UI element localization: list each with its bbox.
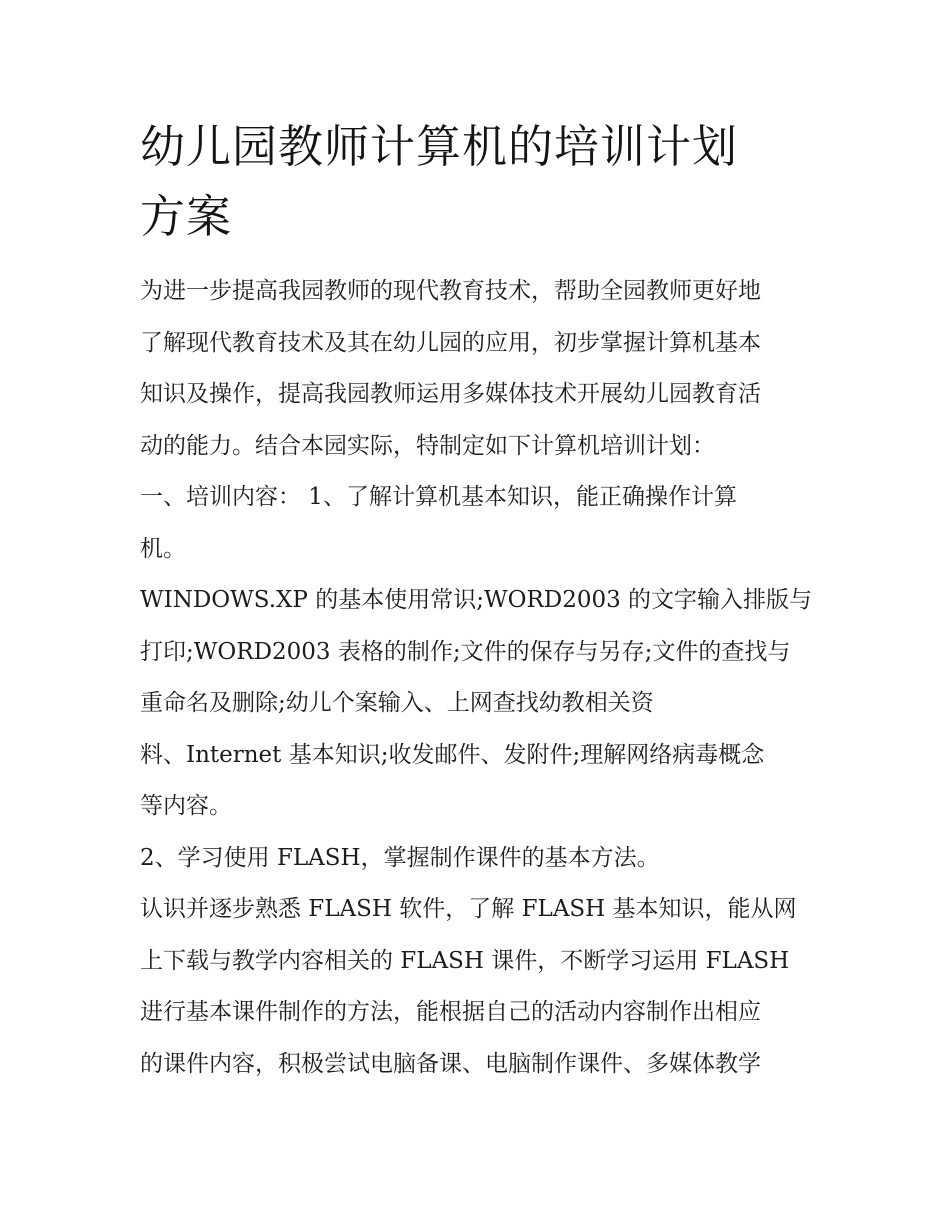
text-line: 动的能力。结合本园实际，特制定如下计算机培训计划： (140, 432, 715, 459)
paragraph-flash-details (140, 884, 820, 1090)
paragraph-section-heading (140, 472, 820, 575)
text-line: 机。 (140, 535, 186, 562)
text-line: 上下载与教学内容相关的 FLASH 课件，不断学习运用 FLASH (140, 947, 790, 974)
text-line: 的课件内容，积极尝试电脑备课、电脑制作课件、多媒体教学 (140, 1050, 761, 1077)
title-line: 方案 (140, 190, 233, 243)
text-line: 认识并逐步熟悉 FLASH 软件，了解 FLASH 基本知识，能从网 (140, 896, 797, 922)
paragraph-intro (140, 266, 820, 472)
text-line: 等内容。 (140, 793, 232, 819)
text-line: 进行基本课件制作的方法，能根据自己的活动内容制作出相应 (140, 999, 761, 1025)
text-line: 重命名及删除;幼儿个案输入、上网查找幼教相关资 (140, 690, 654, 716)
document-body (140, 266, 820, 1090)
text-line: 为进一步提高我园教师的现代教育技术，帮助全园教师更好地 (140, 278, 761, 304)
document-content (140, 112, 820, 1090)
title-line: 幼儿园教师计算机的培训计划 (140, 120, 739, 173)
text-line: 一、培训内容： 1、了解计算机基本知识，能正确操作计算 (140, 484, 737, 510)
text-line: 料、Internet 基本知识;收发邮件、发附件;理解网络病毒概念 (140, 741, 765, 768)
paragraph-flash-heading (140, 833, 820, 885)
text-line: WINDOWS.XP 的基本使用常识;WORD2003 的文字输入排版与 (140, 587, 813, 613)
text-line: 了解现代教育技术及其在幼儿园的应用，初步掌握计算机基本 (140, 329, 761, 356)
paragraph-computer-skills (140, 575, 820, 833)
document-title (140, 112, 820, 252)
text-line: 2、学习使用 FLASH，掌握制作课件的基本方法。 (140, 844, 660, 871)
text-line: 打印;WORD2003 表格的制作;文件的保存与另存;文件的查找与 (140, 638, 791, 665)
text-line: 知识及操作，提高我园教师运用多媒体技术开展幼儿园教育活 (140, 381, 761, 407)
